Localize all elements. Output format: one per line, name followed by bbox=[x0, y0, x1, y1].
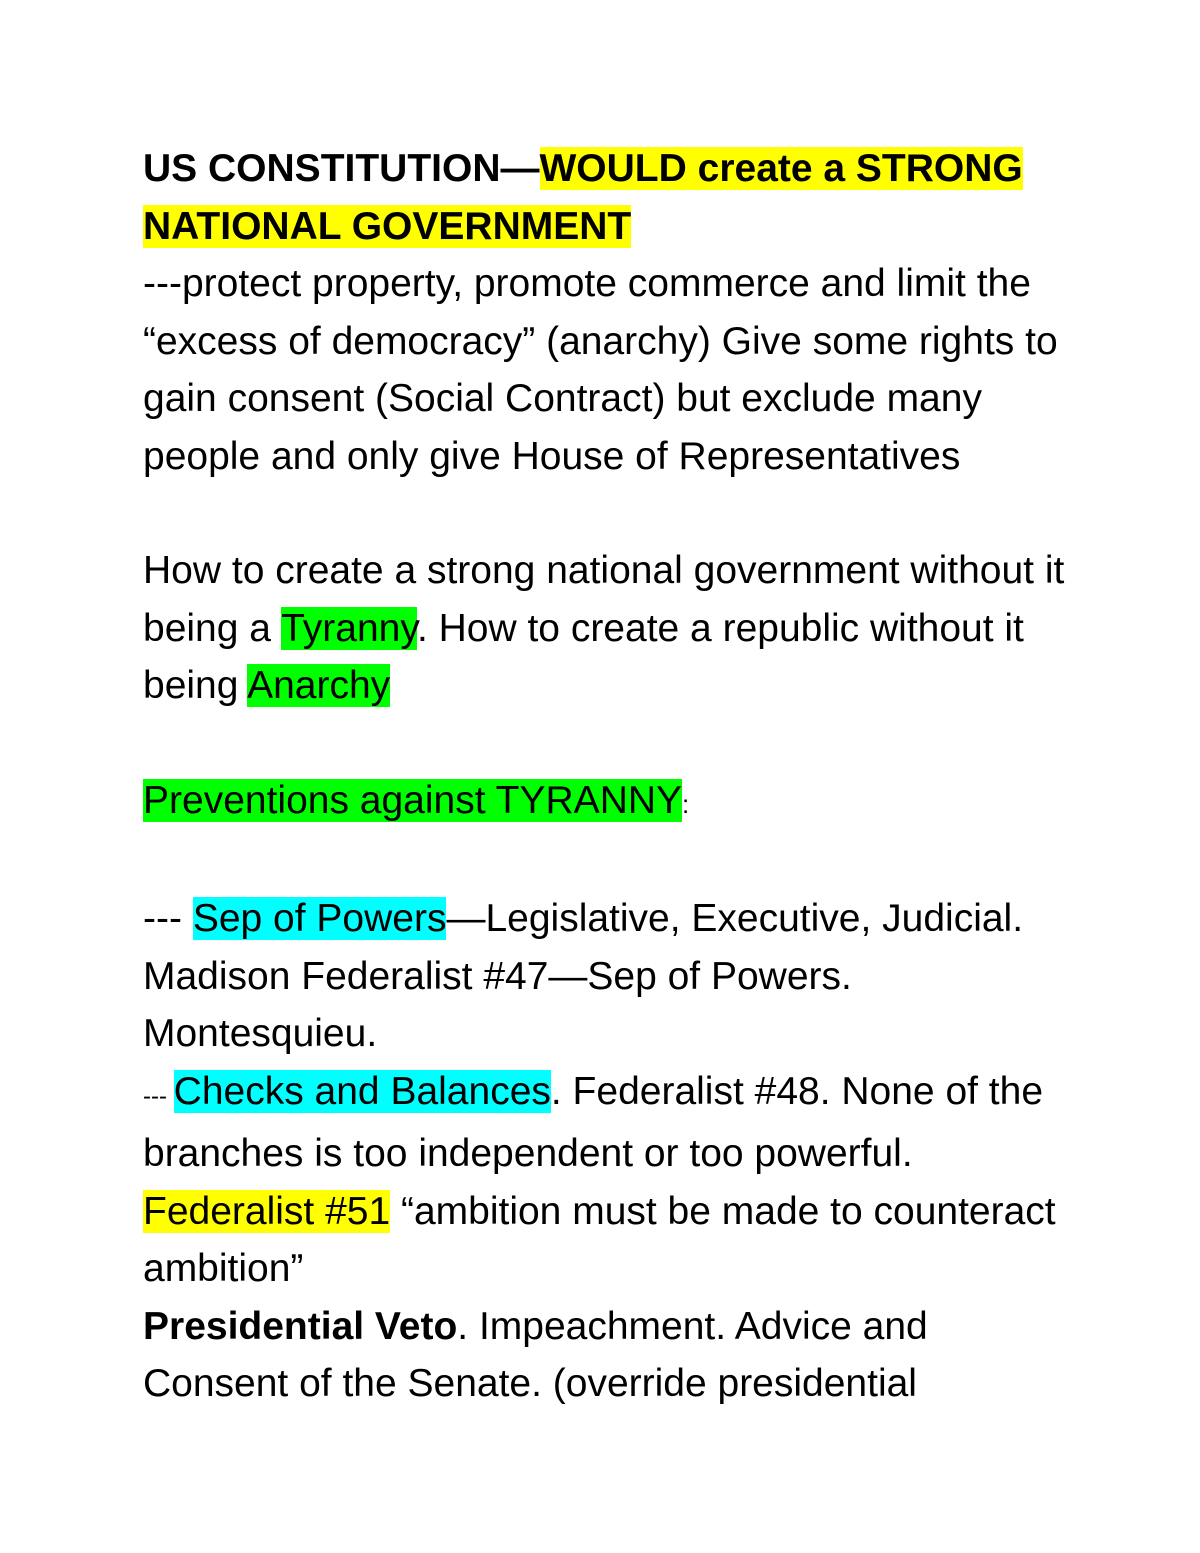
checks-and-balances-highlight: Checks and Balances bbox=[173, 1069, 551, 1113]
veto-text: . Impeachment. Advice and Consent of the Senate. (override presidential bbox=[143, 1304, 928, 1405]
federalist-51-highlight: Federalist #51 bbox=[143, 1189, 391, 1233]
presidential-veto-paragraph bbox=[143, 1298, 1073, 1413]
preventions-colon: : bbox=[682, 788, 690, 819]
paragraph-spacer bbox=[143, 485, 1073, 542]
preventions-highlight: Preventions against TYRANNY bbox=[143, 778, 683, 822]
paragraph2-text2: . How to create a republic without it being bbox=[143, 606, 1024, 707]
paragraph-spacer bbox=[143, 715, 1073, 772]
paragraph-spacer bbox=[143, 833, 1073, 890]
presidential-veto-bold: Presidential Veto bbox=[143, 1304, 458, 1348]
heading bbox=[143, 140, 1073, 255]
sep-of-powers-paragraph bbox=[143, 890, 1073, 1063]
sep-of-powers-highlight: Sep of Powers bbox=[192, 897, 447, 940]
checks-and-balances-paragraph bbox=[143, 1063, 1073, 1298]
paragraph-constitution-purpose: ---protect property, promote commerce and limit the “excess of democracy” (anarchy) Give some rights to gain consent (Social Contract) but exclude many people and only give House of Representatives bbox=[143, 262, 1058, 478]
checks-text2: “ambition must be made to counteract ambition” bbox=[143, 1189, 1056, 1290]
sep-of-powers-text: —Legislative, Executive, Judicial. Madison Federalist #47—Sep of Powers. Montesquieu. bbox=[143, 897, 1024, 1055]
paragraph-tyranny-anarchy bbox=[143, 542, 1073, 715]
heading-highlight: WOULD create a STRONG NATIONAL GOVERNMENT bbox=[143, 147, 1023, 248]
paragraph2-text1: How to create a strong national government without it being a bbox=[143, 549, 1065, 650]
heading-prefix: US CONSTITUTION— bbox=[143, 147, 540, 190]
checks-dash: --- bbox=[143, 1082, 174, 1110]
preventions-heading bbox=[143, 772, 1073, 834]
document-page bbox=[143, 140, 1073, 1413]
anarchy-highlight: Anarchy bbox=[247, 664, 391, 707]
tyranny-highlight: Tyranny bbox=[281, 606, 417, 650]
sep-dash: --- bbox=[143, 897, 193, 940]
checks-text1: . Federalist #48. None of the branches is too independent or too powerful. bbox=[143, 1069, 1044, 1175]
